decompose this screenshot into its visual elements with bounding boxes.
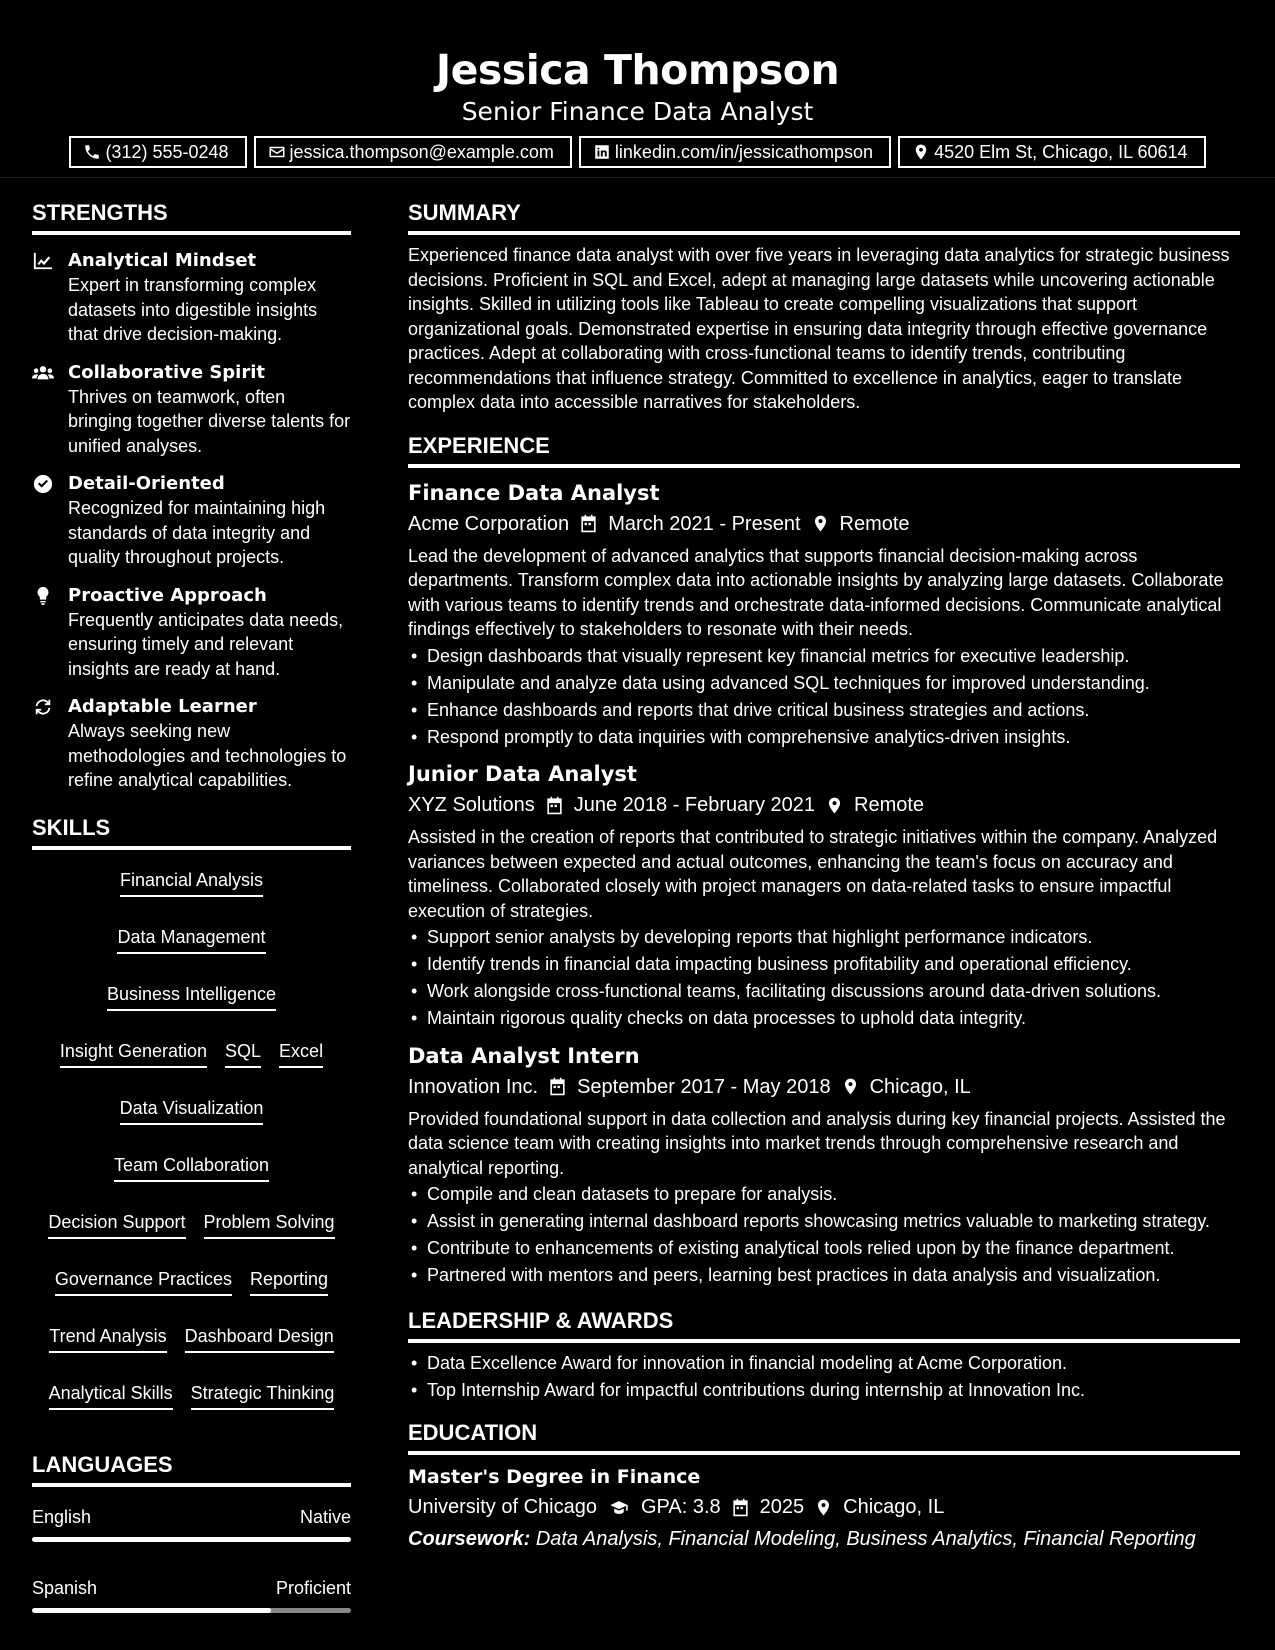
awards-list (408, 1351, 1240, 1403)
job-bullets (408, 644, 1240, 750)
sync-icon (32, 697, 54, 717)
education-meta (408, 1492, 1240, 1522)
award-item: • Top Internship Award for impactful contributions during internship at Innovation Inc. (408, 1378, 1240, 1403)
job-bullet: • Work alongside cross-functional teams, facilitating discussions around data-driven solutions. (408, 979, 1240, 1004)
calendar-icon (579, 514, 598, 533)
job-bullet: • Support senior analysts by developing reports that highlight performance indicators. (408, 925, 1240, 950)
languages-heading: LANGUAGES (32, 1448, 351, 1487)
language-bar (32, 1537, 351, 1542)
skill-tag: Team Collaboration (114, 1153, 269, 1182)
strength-item (32, 695, 351, 793)
contact-bar (0, 136, 1275, 168)
skill-tag: Data Visualization (120, 1096, 264, 1125)
skill-tag: Governance Practices (55, 1267, 232, 1296)
strength-item (32, 361, 351, 459)
map-marker-icon (811, 514, 830, 533)
job-bullet: • Identify trends in financial data impacting business profitability and operational efficiency. (408, 952, 1240, 977)
graduation-year: 2025 (759, 1496, 805, 1518)
job-bullet: • Enhance dashboards and reports that drive critical business strategies and actions. (408, 698, 1240, 723)
language-item (32, 1505, 351, 1542)
skill-tag: SQL (225, 1039, 261, 1068)
awards-heading: LEADERSHIP & AWARDS (408, 1304, 1240, 1343)
school-location: Chicago, IL (843, 1496, 945, 1518)
job-bullet: • Contribute to enhancements of existing analytical tools relied upon by the finance department. (408, 1236, 1240, 1261)
skill-tag: Trend Analysis (49, 1324, 166, 1353)
skill-tag: Business Intelligence (107, 982, 276, 1011)
users-icon (32, 363, 54, 383)
education-heading: EDUCATION (408, 1416, 1240, 1455)
job-bullet: • Design dashboards that visually represent key financial metrics for executive leadership. (408, 644, 1240, 669)
candidate-name: Jessica Thompson (435, 46, 840, 94)
linkedin-icon (593, 143, 611, 161)
coursework-list: Data Analysis, Financial Modeling, Business Analytics, Financial Reporting (535, 1528, 1196, 1550)
phone-icon (83, 143, 101, 161)
lightbulb-icon (32, 586, 54, 606)
contact-address[interactable] (898, 136, 1206, 168)
language-level: Native (299, 1506, 351, 1527)
strengths-heading: STRENGTHS (32, 196, 351, 235)
job-bullet: • Respond promptly to data inquiries with comprehensive analytics-driven insights. (408, 725, 1240, 750)
job-dates: March 2021 - Present (608, 512, 801, 535)
job-title: Junior Data Analyst (408, 762, 637, 786)
language-name: Spanish (32, 1577, 98, 1598)
job-meta (408, 509, 1240, 539)
job-bullets (408, 1182, 1240, 1288)
calendar-icon (545, 796, 564, 815)
award-item: • Data Excellence Award for innovation in financial modeling at Acme Corporation. (408, 1351, 1240, 1376)
job-dates: June 2018 - February 2021 (573, 794, 816, 816)
strength-title: Collaborative Spirit (68, 361, 265, 383)
map-marker-icon (825, 796, 844, 815)
job-description: Provided foundational support in data collection and analysis during key financial projects. Assisted the data science team with creating insights into market trends through comprehensive research and analytical reporting. (408, 1108, 1226, 1178)
job-title: Finance Data Analyst (408, 480, 660, 505)
skills-heading: SKILLS (32, 811, 351, 850)
job-meta (408, 1072, 1240, 1102)
skill-tag: Strategic Thinking (191, 1381, 335, 1410)
chart-line-icon (32, 251, 54, 271)
map-marker-icon (912, 143, 930, 161)
summary-heading: SUMMARY (408, 196, 1240, 235)
language-level: Proficient (275, 1577, 351, 1598)
language-name: English (32, 1506, 92, 1527)
language-item (32, 1576, 351, 1613)
check-circle-icon (32, 474, 54, 494)
job-company: Innovation Inc. (408, 1075, 539, 1098)
map-marker-icon (841, 1077, 860, 1096)
job-company: Acme Corporation (408, 512, 570, 535)
job-description: Assisted in the creation of reports that contributed to strategic initiatives within the company. Analyzed variances between expected and actual outcomes, enhancing the team's focus on accuracy and timeliness. Collaborated closely with project managers on data-related tasks to ensure impactful execution of strategies. (408, 827, 1218, 921)
job-location: Remote (839, 512, 910, 535)
contact-address-text: 4520 Elm St, Chicago, IL 60614 (934, 141, 1188, 162)
job-dates: September 2017 - May 2018 (577, 1075, 831, 1098)
skill-tag: Decision Support (48, 1210, 185, 1239)
strength-item (32, 472, 351, 570)
candidate-title: Senior Finance Data Analyst (461, 97, 814, 126)
contact-phone[interactable] (69, 136, 246, 168)
degree-title: Master's Degree in Finance (408, 1466, 701, 1488)
right-column (408, 196, 1240, 1554)
job-meta (408, 790, 1240, 820)
contact-email-text: jessica.thompson@example.com (289, 141, 554, 162)
strength-desc: Frequently anticipates data needs, ensuring timely and relevant insights are ready at hand. (68, 609, 344, 679)
job-bullet: • Maintain rigorous quality checks on data processes to uphold data integrity. (408, 1006, 1240, 1031)
strength-item (32, 249, 351, 347)
strength-item (32, 584, 351, 682)
skill-tag: Dashboard Design (185, 1324, 334, 1353)
skill-tag: Financial Analysis (120, 868, 263, 897)
skill-tag: Insight Generation (60, 1039, 207, 1068)
job-entry (408, 478, 1240, 750)
contact-linkedin[interactable] (579, 136, 891, 168)
contact-linkedin-text: linkedin.com/in/jessicathompson (614, 141, 874, 162)
skill-tag: Excel (279, 1039, 323, 1068)
skill-tag: Reporting (250, 1267, 328, 1296)
calendar-icon (731, 1498, 750, 1517)
job-entry (408, 759, 1240, 1031)
strength-title: Proactive Approach (68, 584, 267, 606)
job-entry (408, 1041, 1240, 1288)
summary-text: Experienced finance data analyst with over five years in leveraging data analytics for strategic business decisions. Proficient in SQL and Excel, adept at managing large datasets while uncovering actionable insights. Skilled in utilizing tools like Tableau to create compelling visualizations that support organizational goals. Demonstrated expertise in ensuring data integrity through effective governance practices. Adept at collaborating with cross-functional teams to identify trends, contributing recommendations that influence strategy. Committed to excellence in analytics, eager to translate complex data into accessible narratives for stakeholders. (408, 245, 1230, 412)
job-bullet: • Partnered with mentors and peers, learning best practices in data analysis and visualization. (408, 1263, 1240, 1288)
strength-title: Detail-Oriented (68, 473, 225, 494)
skill-tag: Data Management (117, 925, 265, 954)
resume-header (0, 0, 1275, 178)
strength-desc: Expert in transforming complex datasets into digestible insights that drive decision-making. (68, 275, 318, 344)
job-description: Lead the development of advanced analytics that supports financial decision-making across departments. Transform complex data into actionable insights by analyzing large datasets. Collaborate with various teams to identify trends and orchestrate data-informed decisions. Communicate analytical findings effectively to stakeholders to resonate with their needs. (408, 545, 1224, 639)
job-location: Chicago, IL (869, 1075, 971, 1098)
language-bar-fill (32, 1537, 351, 1542)
left-column (32, 196, 351, 1613)
job-title: Data Analyst Intern (408, 1043, 640, 1068)
job-bullet: • Assist in generating internal dashboard reports showcasing metrics valuable to marketing strategy. (408, 1209, 1240, 1234)
strength-desc: Recognized for maintaining high standards of data integrity and quality throughout projects. (68, 498, 326, 567)
skill-tag: Problem Solving (204, 1210, 335, 1239)
job-location: Remote (854, 794, 925, 816)
contact-email[interactable] (254, 136, 572, 168)
coursework (408, 1524, 1240, 1554)
job-company: XYZ Solutions (408, 794, 535, 816)
language-bar (32, 1608, 351, 1613)
skills-list (32, 868, 351, 1410)
strength-title: Adaptable Learner (68, 696, 257, 717)
experience-heading: EXPERIENCE (408, 429, 1240, 468)
coursework-label: Coursework: (408, 1528, 531, 1550)
language-bar-fill (32, 1608, 271, 1613)
job-bullet: • Compile and clean datasets to prepare for analysis. (408, 1182, 1240, 1207)
job-bullets (408, 925, 1240, 1031)
contact-phone-text: (312) 555-0248 (105, 141, 229, 162)
graduation-cap-icon (607, 1498, 631, 1517)
skill-tag: Analytical Skills (49, 1381, 173, 1410)
strength-desc: Thrives on teamwork, often bringing together diverse talents for unified analyses. (68, 386, 351, 456)
map-marker-icon (814, 1498, 833, 1517)
strength-desc: Always seeking new methodologies and technologies to refine analytical capabilities. (68, 721, 347, 790)
envelope-icon (268, 143, 286, 161)
calendar-icon (548, 1077, 567, 1096)
school-name: University of Chicago (408, 1496, 597, 1518)
job-bullet: • Manipulate and analyze data using advanced SQL techniques for improved understanding. (408, 671, 1240, 696)
strength-title: Analytical Mindset (68, 250, 257, 271)
gpa: GPA: 3.8 (640, 1496, 721, 1518)
